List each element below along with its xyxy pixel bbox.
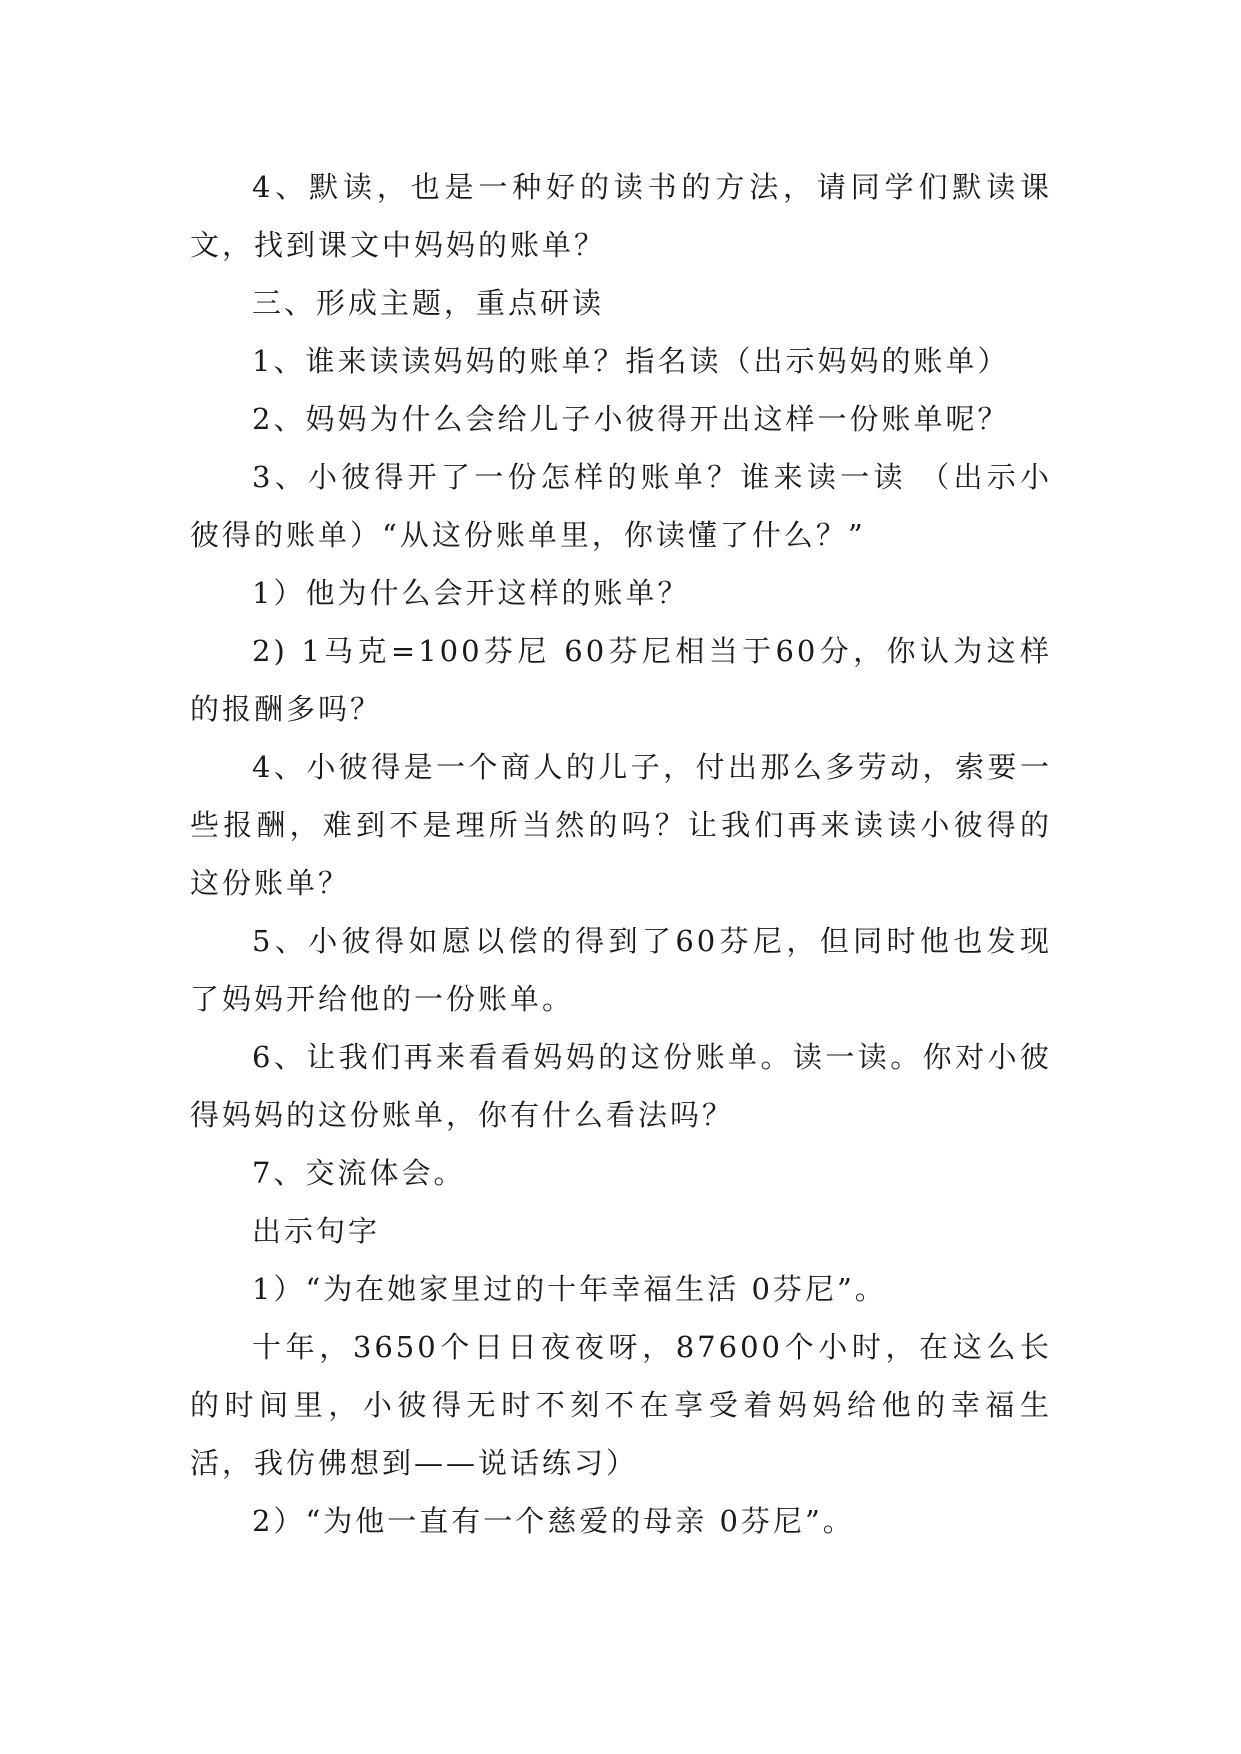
paragraph-step-7: 7、交流体会。 [252, 1156, 466, 1190]
paragraph-silent-reading: 4、默读，也是一种好的读书的方法，请同学们默读课文，找到课文中妈妈的账单？ [190, 170, 1052, 262]
paragraph-ten-years: 十年，3650个日日夜夜呀，87600个小时，在这么长的时间里，小彼得无时不刻不在享受着妈妈给他的幸福生活，我仿佛想到——说话练习） [190, 1330, 1052, 1480]
paragraph-step-2: 2、妈妈为什么会给儿子小彼得开出这样一份账单呢？ [252, 402, 1010, 436]
paragraph-step-6: 6、让我们再来看看妈妈的这份账单。读一读。你对小彼得妈妈的这份账单，你有什么看法吗？ [190, 1040, 1052, 1132]
paragraph-show-sentence: 出示句字 [252, 1214, 381, 1248]
paragraph-question-1: 1）他为什么会开这样的账单？ [252, 576, 690, 610]
paragraph-quote-2: 2）“为他一直有一个慈爱的母亲 0芬尼”。 [252, 1504, 855, 1538]
paragraph-step-1: 1、谁来读读妈妈的账单？指名读（出示妈妈的账单） [252, 344, 1010, 378]
document-body [190, 158, 1052, 1550]
paragraph-step-3: 3、小彼得开了一份怎样的账单？谁来读一读 （出示小彼得的账单）“从这份账单里，你读懂了什么？” [190, 460, 1052, 552]
paragraph-quote-1: 1）“为在她家里过的十年幸福生活 0芬尼”。 [252, 1272, 887, 1306]
paragraph-step-5: 5、小彼得如愿以偿的得到了60芬尼，但同时他也发现了妈妈开给他的一份账单。 [190, 924, 1052, 1016]
paragraph-question-2: 2) 1马克=100芬尼 60芬尼相当于60分，你认为这样的报酬多吗？ [190, 634, 1052, 726]
section-heading-focus-reading: 三、形成主题，重点研读 [252, 286, 605, 320]
paragraph-step-4: 4、小彼得是一个商人的儿子，付出那么多劳动，索要一些报酬，难到不是理所当然的吗？让我们再来读读小彼得的这份账单？ [190, 750, 1052, 900]
